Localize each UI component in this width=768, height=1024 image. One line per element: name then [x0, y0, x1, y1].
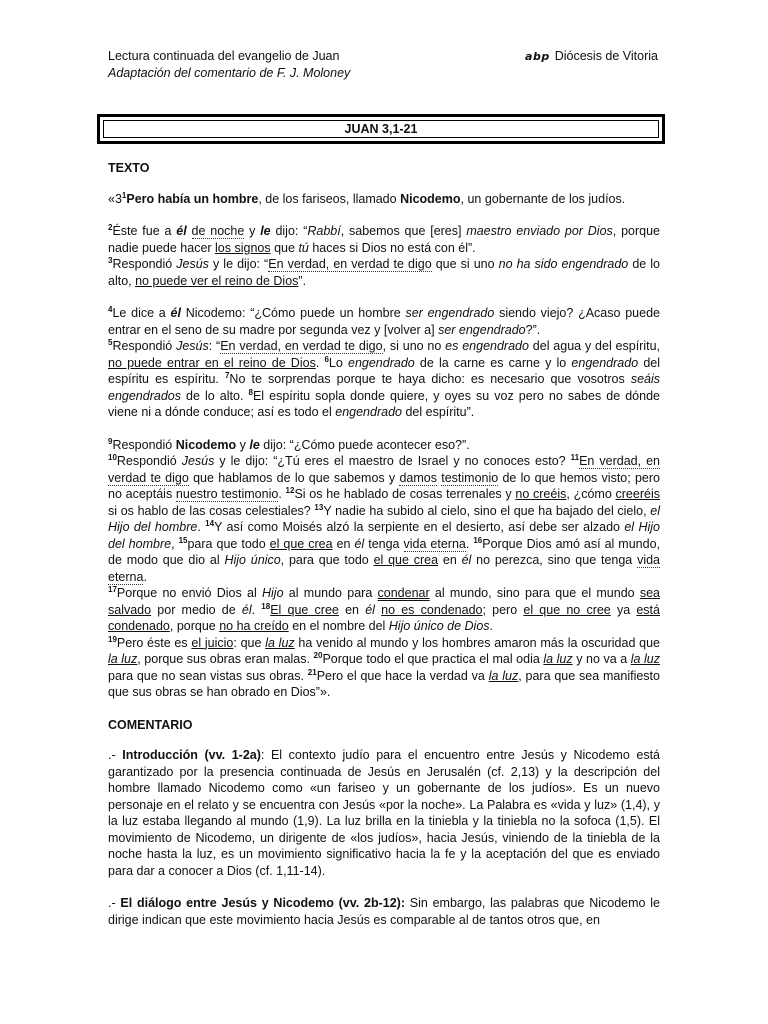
header-subtitle: Adaptación del comentario de F. J. Moloney [108, 66, 351, 80]
title-box [97, 114, 665, 144]
header-title: Lectura continuada del evangelio de Juan [108, 49, 340, 63]
organization-name: Diócesis de Vitoria [554, 49, 658, 63]
verse-paragraph: $^9$Respondió Nicodemo y le dijo: “¿Cómo puede acontecer eso?”. $^{10}$Respondió Jesús y le dijo: “¿Tú eres el maestro de Israel y no conoces esto? $^{11}$En verdad, en verdad te digo que hablamos de lo que sabemos y damos testimonio de lo que hemos visto; pero no aceptáis nuestro testimonio. $^{12}$Si os he hablado de cosas terrenales y no creéis, ¿cómo creeréis si os hablo de las cosas celestiales? $^{13}$Y nadie ha subido al cielo, sino el que ha bajado del cielo, el Hijo del hombre. $^{14}$Y así como Moisés alzó la serpiente en el desierto, así debe ser alzado el Hijo del hombre, $^{15}$para que todo el que crea en él tenga vida eterna. $^{16}$Porque Dios amó así al mundo, de modo que dio al Hijo único, para que todo el que crea en él no perezca, sino que tenga vida eterna. $^{17}$Porque no envió Dios al Hijo al mundo para condenar al mundo, sino para que el mundo sea salvado por medio de él. $^{18}$El que cree en él no es condenado; pero el que no cree ya está condenado, porque no ha creído en el nombre del Hijo único de Dios. $^{19}$Pero éste es el juicio: que la luz ha venido al mundo y los hombres amaron más la oscuridad que la luz, porque sus obras eran malas. $^{20}$Porque todo el que practica el mal odia la luz y no va a la luz para que no sean vistas sus obras. $^{21}$Pero el que hace la verdad va la luz, para que sea manifiesto que sus obras se han obrado en Dios”». [108, 436, 661, 699]
organization-header [525, 48, 658, 65]
verse-paragraph: «$3^1Pero$ había un hombre, de los fariseos, llamado Nicodemo, un gobernante de los judíos. [108, 190, 626, 206]
verse-paragraph: $^2$Éste fue a él de noche y le dijo: “Rabbí, sabemos que [eres] maestro enviado por Dios, porque nadie puede hacer los signos que tú haces si Dios no está con él”. $^3$Respondió Jesús y le dijo: “En verdad, en verdad te digo que si uno no ha sido engendrado de lo alto, no puede ver el reino de Dios”. [108, 222, 661, 288]
passage-title: JUAN 3,1-21 [103, 120, 659, 138]
abp-logo: abp [525, 50, 550, 63]
section-heading-texto: TEXTO [108, 161, 150, 175]
verse-paragraph: $^4$Le dice a él Nicodemo: “¿Cómo puede un hombre ser engendrado siendo viejo? ¿Acaso puede entrar en el seno de su madre por segunda vez y [volver a] ser engendrado?”. $^5$Respondió Jesús: “En verdad, en verdad te digo, si uno no es engendrado del agua y del espíritu, no puede entrar en el reino de Dios. $^6$Lo engendrado de la carne es carne y lo engendrado del espíritu es espíritu. $^7$No te sorprendas porque te haya dicho: es necesario que vosotros seáis engendrados de lo alto. $^8$El espíritu sopla donde quiere, y oyes su voz pero no sabes de dónde viene ni a dónde conduce; así es todo el engendrado del espíritu”. [108, 304, 661, 419]
document-body [108, 160, 660, 928]
document-header [108, 48, 350, 82]
commentary-paragraph: .- El diálogo entre Jesús y Nicodemo (vv. 2b-12): Sin embargo, las palabras que Nicodemo le dirige indican que este movimiento hacia Jesús es comparable al de tantos otros que, en [108, 896, 660, 927]
commentary-paragraph: .- Introducción (vv. 1-2a): El contexto judío para el encuentro entre Jesús y Nicodemo está garantizado por la presencia continuada de Jesús en Jerusalén (cf. 2,13) y la descripción del hombre llamado Nicodemo como «un fariseo y un gobernante de los judíos». Es un nuevo personaje en el relato y se encuentra con Jesús «por la noche». La Palabra es «vida y luz» (1,4), y la luz estaba llegando al mundo (1,9). La luz brilla en la tiniebla y la tiniebla no la sofoca (1,5). El movimiento de Nicodemo, un dirigente de «los judíos», hacia Jesús, viniendo de la tiniebla de la noche hasta la luz, es un movimiento significativo hacia la fe y la aceptación del que es enviado para dar a conocer a Dios (cf. 1,11-14). [108, 748, 660, 878]
section-heading-comentario: COMENTARIO [108, 717, 193, 732]
